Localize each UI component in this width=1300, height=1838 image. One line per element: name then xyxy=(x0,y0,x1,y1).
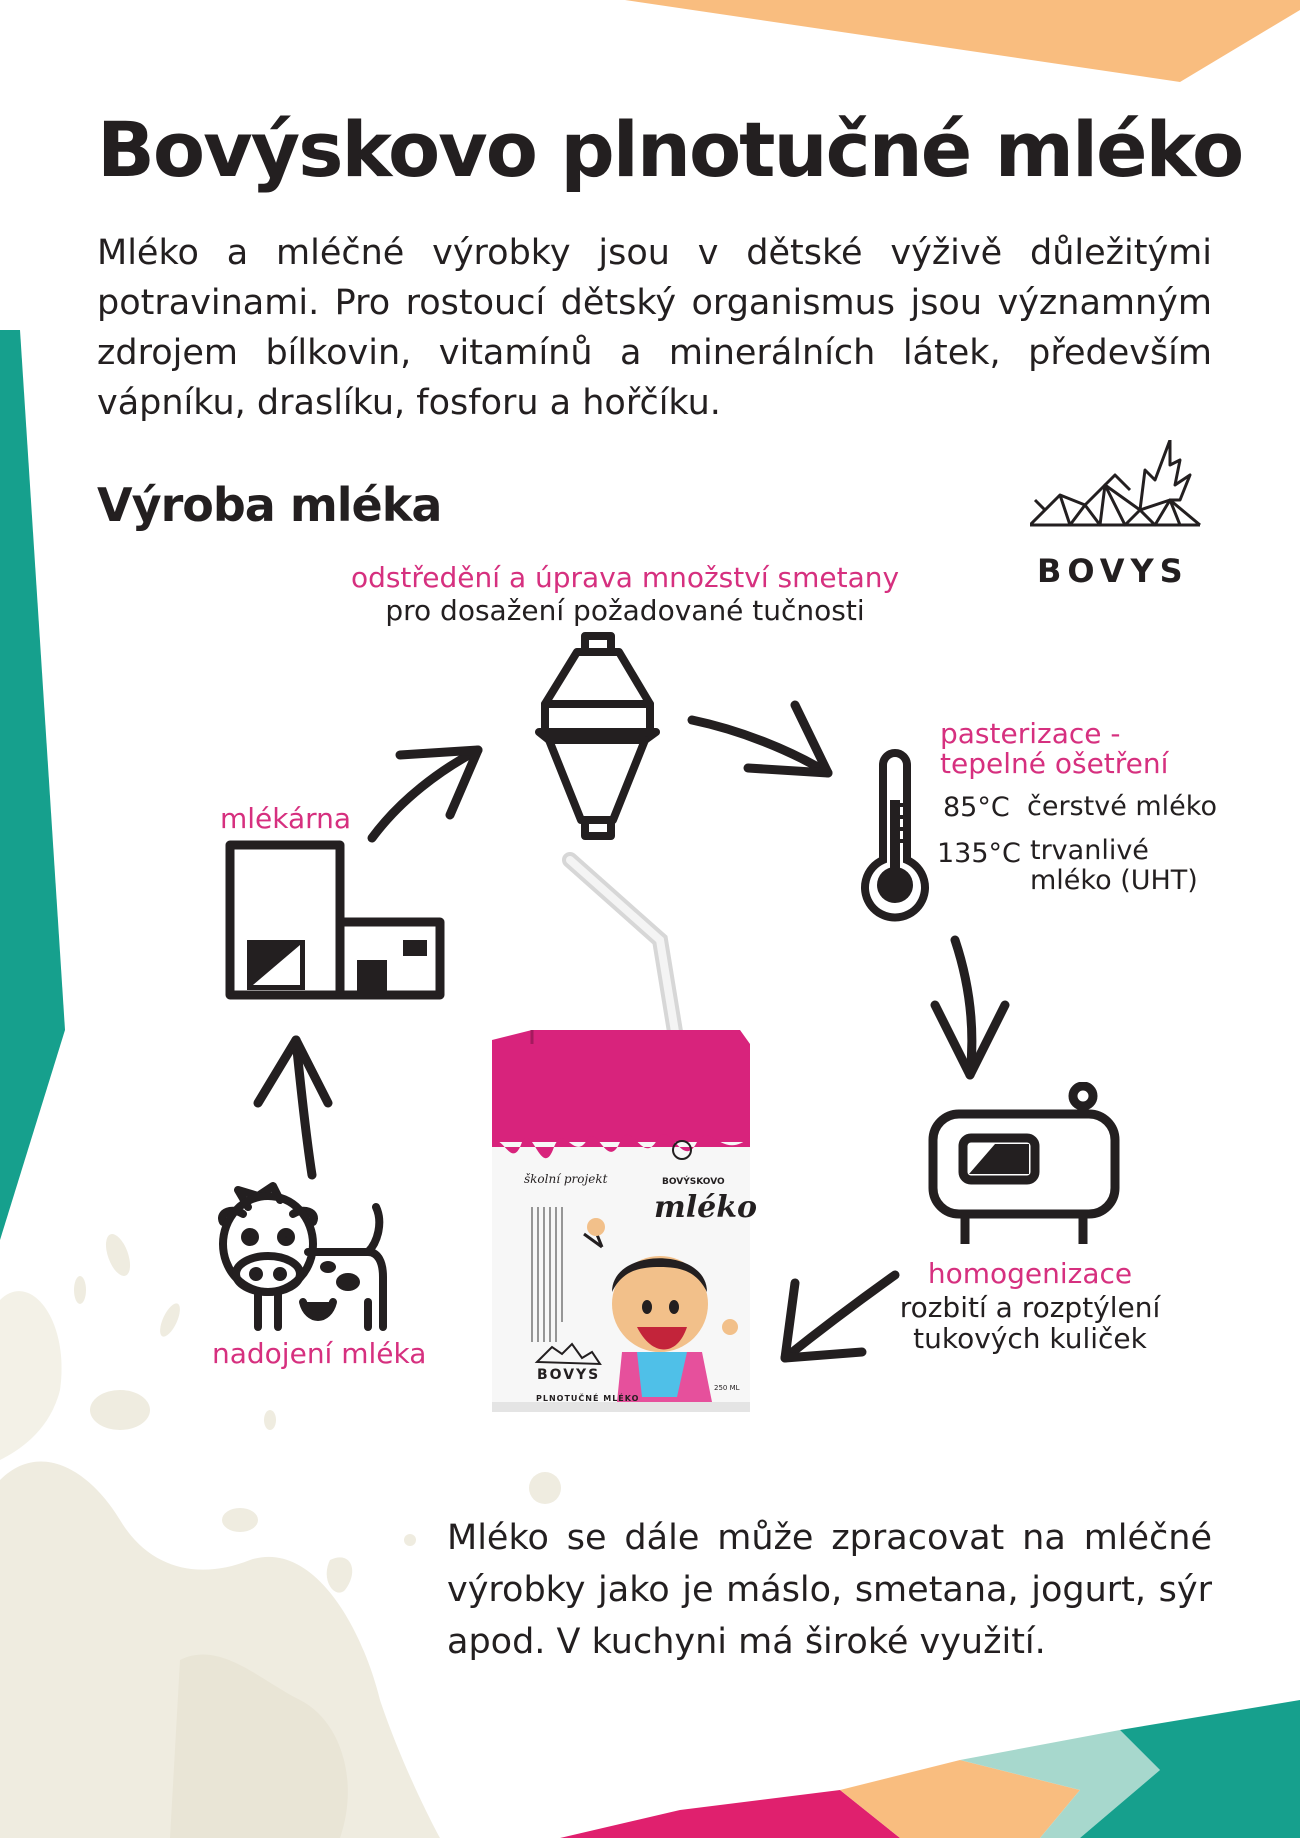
page-title: Bovýskovo plnotučné mléko xyxy=(97,105,1243,194)
homogenization-title: homogenizace xyxy=(927,1257,1133,1290)
pasteurization-title-line1: pasterizace - xyxy=(940,717,1121,750)
dairy-title: mlékárna xyxy=(220,802,352,835)
carton-brand-small: BOVÝSKOVO xyxy=(662,1177,725,1187)
milk-carton xyxy=(492,1022,758,1422)
carton-volume: 250 ML xyxy=(714,1384,740,1392)
bovys-logo-text: BOVYS xyxy=(1037,552,1189,590)
cow-icon xyxy=(218,1182,398,1332)
homogenization-desc-line1: rozbití a rozptýlení xyxy=(899,1291,1161,1324)
orange-top-shape xyxy=(625,0,1300,82)
dairy-building-icon xyxy=(225,840,447,1000)
teal-left-strip xyxy=(0,330,65,1240)
carton-tag: školní projekt xyxy=(524,1172,608,1186)
centrifuge-title: odstředění a úprava množství smetany xyxy=(350,561,900,594)
homogenization-desc-line2: tukových kuliček xyxy=(913,1322,1147,1355)
temp-value-uht: 135°C xyxy=(937,838,1021,869)
thermometer-icon xyxy=(855,745,935,930)
centrifuge-desc: pro dosažení požadované tučnosti xyxy=(385,594,865,627)
temp-label-uht-line1: trvanlivé xyxy=(1030,835,1149,866)
carton-logo: BOVYS xyxy=(537,1367,601,1383)
bovys-logo-icon xyxy=(1030,440,1205,545)
temp-value-fresh: 85°C xyxy=(943,792,1010,823)
intro-paragraph: Mléko a mléčné výrobky jsou v dětské výživě důležitými potravinami. Pro rostoucí dětský organismus jsou významným zdrojem bílkovin, vitamínů a minerálních látek, především vápníku, draslíku, fosforu a hořčíku. xyxy=(97,233,1212,423)
outro-paragraph: Mléko se dále může zpracovat na mléčné výrobky jako je máslo, smetana, jogurt, sýr apod. V kuchyni má široké využití. xyxy=(447,1518,1212,1662)
section-title: Výroba mléka xyxy=(97,478,442,532)
temp-label-fresh: čerstvé mléko xyxy=(1027,791,1217,822)
pasteurization-title-line2: tepelné ošetření xyxy=(940,747,1169,780)
straw xyxy=(560,850,710,1050)
milking-title: nadojení mléka xyxy=(212,1337,427,1370)
carton-product: mléko xyxy=(654,1190,758,1225)
centrifuge-icon xyxy=(535,632,660,842)
temp-label-uht-line2: mléko (UHT) xyxy=(1030,865,1198,896)
carton-bottom-label: PLNOTUČNÉ MLÉKO xyxy=(536,1394,640,1403)
homogenizer-icon xyxy=(925,1082,1125,1250)
